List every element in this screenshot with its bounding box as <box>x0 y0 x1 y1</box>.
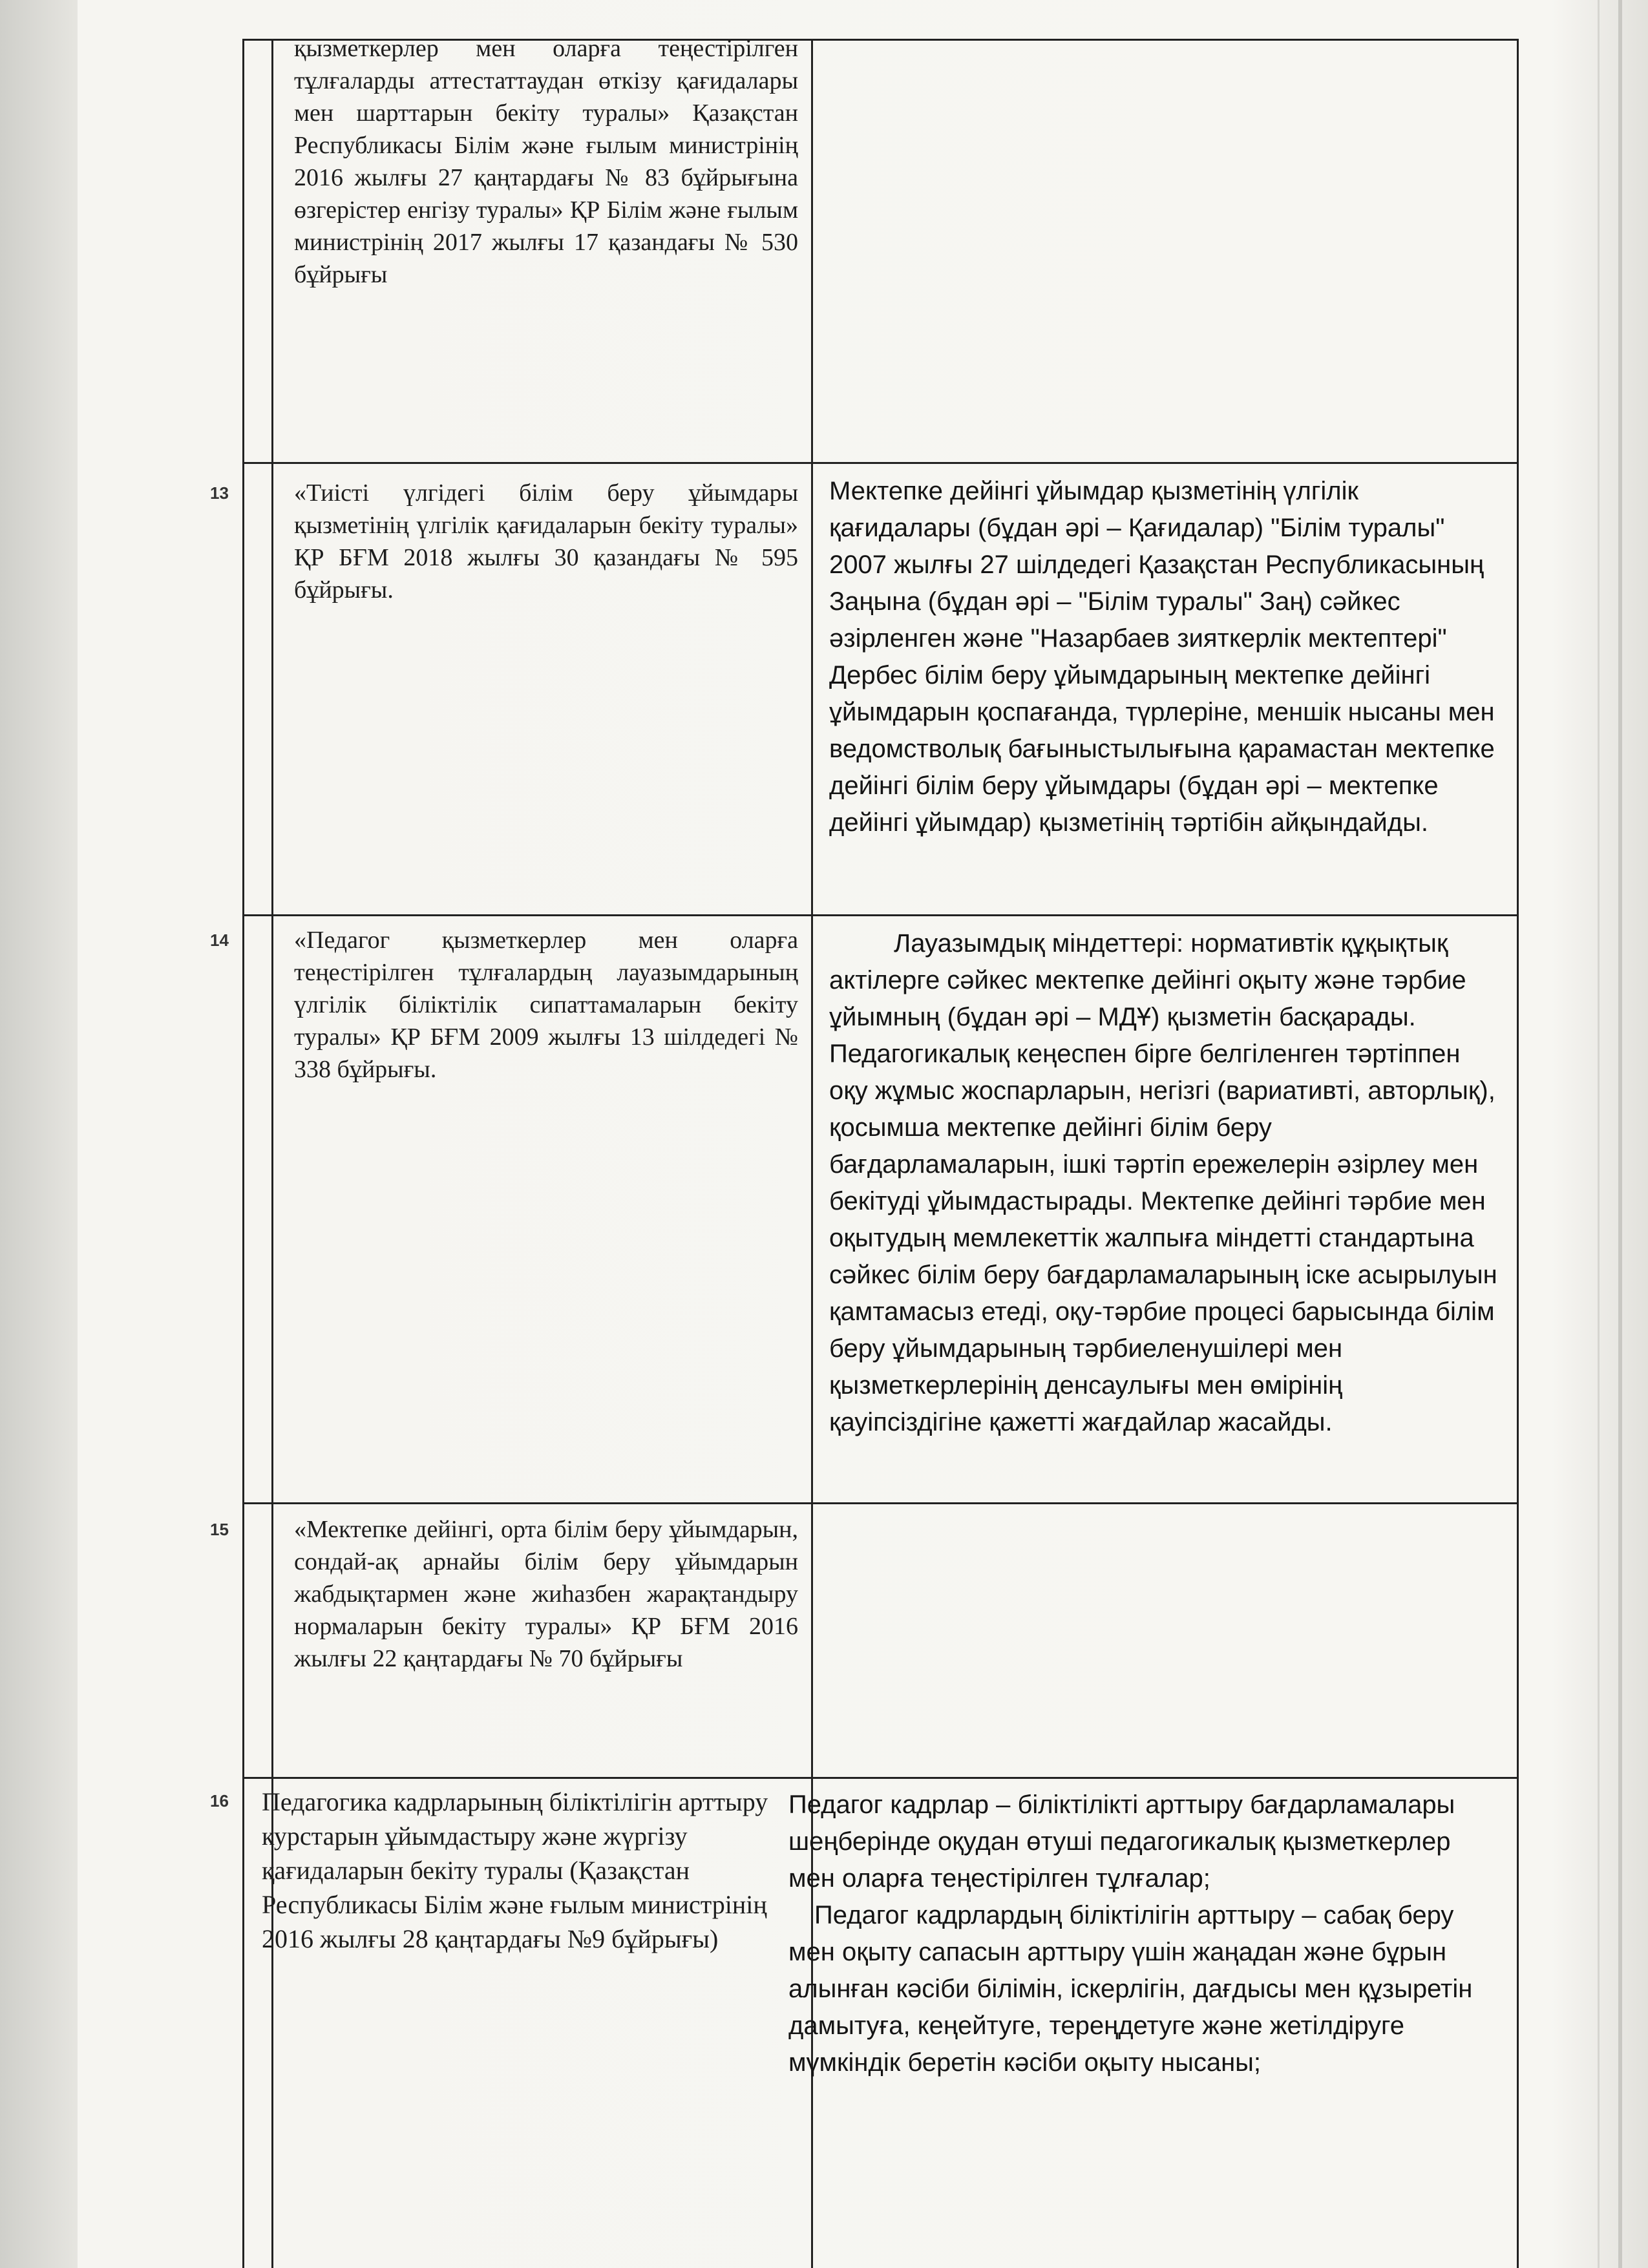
row-13-description <box>829 473 1501 841</box>
row-16-description-item: Педагог кадрлардың біліктілігін арттыру – сабақ беру мен оқыту сапасын арттыру үшін жаңадан және бұрын алынған кәсіби білімін, іскерлігін, дағдысы мен құзыретін дамытуға, кеңейтуге, тереңдетуге және жетілдіруге мүмкіндік беретін кәсіби оқыту нысаны; <box>788 1901 1473 2077</box>
row-14-description <box>829 925 1501 1441</box>
row-divider <box>242 462 1519 464</box>
row-16-description-item: Педагог кадрлар – біліктілікті арттыру бағдарламалары шеңберінде оқудан өтуші педагогикалық қызметкерлер мен оларға теңестірілген тұлғалар; <box>788 1790 1455 1893</box>
row-number-14: 14 <box>210 930 229 950</box>
row-13-act: «Тиісті үлгідегі білім беру ұйымдары қызметінің үлгілік қағидаларын бекіту туралы» ҚР БҒМ 2018 жылғы 30 қазандағы № 595 бұйрығы. <box>294 479 798 604</box>
row-14-description-text: Лауазымдық міндеттері: нормативтік құқықтық актілерге сәйкес мектепке дейінгі оқыту және тәрбие ұйымның (бұдан әрі – МДҰ) қызметін басқарады. Педагогикалық кеңеспен бірге белгіленген тәртіппен оқу жұмыс жоспарларын, негізгі (вариативті, авторлық), қосымша мектепке дейінгі білім беру бағдарламаларын, ішкі тәртіп ережелерін әзірлеу мен бекітуді ұйымдастырады. Мектепке дейінгі тәрбие мен оқытудың мемлекеттік жалпыға міндетті стандартына сәйкес білім беру бағдарламаларының іске асырылуын қамтамасыз етеді, оқу-тәрбие процесі барысында білім беру ұйымдарының тәрбиеленушілері мен қызметкерлерінің денсаулығы мен өмірінің қауіпсіздігіне қажетті жағдайлар жасайды. <box>829 929 1497 1436</box>
row-number-15: 15 <box>210 1520 229 1539</box>
row-16-description <box>788 1787 1499 2081</box>
row-16-act: Педагогика кадрларының біліктілігін арттыру курстарын ұйымдастыру және жүргізу қағидаларын бекіту туралы (Қазақстан Республикасы Білім және ғылым министрінің 2016 жылғы 28 қаңтардағы №9 бұйрығы) <box>262 1787 768 1953</box>
row-divider <box>242 914 1519 916</box>
row-15-act: «Мектепке дейінгі, орта білім беру ұйымдарын, сондай-ақ арнайы білім беру ұйымдарын жабдықтармен және жиһазбен жарақтандыру нормаларын бекіту туралы» ҚР БҒМ 2016 жылғы 22 қаңтардағы № 70 бұйрығы <box>294 1516 798 1672</box>
row-divider <box>242 1777 1519 1779</box>
page-edge-inner <box>1598 0 1600 2268</box>
row-number-13: 13 <box>210 483 229 503</box>
row-13-description-text: Мектепке дейінгі ұйымдар қызметінің үлгілік қағидалары (бұдан әрі – Қағидалар) "Білім туралы" 2007 жылғы 27 шілдедегі Қазақстан Республикасының Заңына (бұдан әрі – "Білім туралы" Заң) сәйкес әзірленген және "Назарбаев зияткерлік мектептері" Дербес білім беру ұйымдарының мектепке дейінгі ұйымдарын қоспағанда, түрлеріне, меншік нысаны мен ведомстволық бағыныстылығына қарамастан мектепке дейінгі білім беру ұйымдары (бұдан әрі – мектепке дейінгі ұйымдар) қызметінің тәртібін айқындайды. <box>829 477 1495 837</box>
table-border-left <box>242 39 244 2268</box>
row-divider <box>242 1502 1519 1504</box>
table-row-continuation-act: қызметкерлер мен оларға теңестірілген тұлғаларды аттестаттаудан өткізу қағидалары мен шарттарын бекіту туралы» Қазақстан Республикасы Білім және ғылым министрінің 2016 жылғы 27 қаңтардағы № 83 бұйрығына өзгерістер енгізу туралы» ҚР Білім және ғылым министрінің 2017 жылғы 17 қазандағы № 530 бұйрығы <box>294 35 798 288</box>
table-border-right <box>1517 39 1519 2268</box>
legal-acts-table <box>210 35 1519 2268</box>
binding-shadow <box>0 0 78 2268</box>
row-number-16: 16 <box>210 1791 229 1811</box>
page-edge <box>1618 0 1622 2268</box>
row-14-act: «Педагог қызметкерлер мен оларға теңестірілген тұлғалардың лауазымдарының үлгілік біліктілік сипаттамаларын бекіту туралы» ҚР БҒМ 2009 жылғы 13 шілдедегі № 338 бұйрығы. <box>294 927 798 1083</box>
